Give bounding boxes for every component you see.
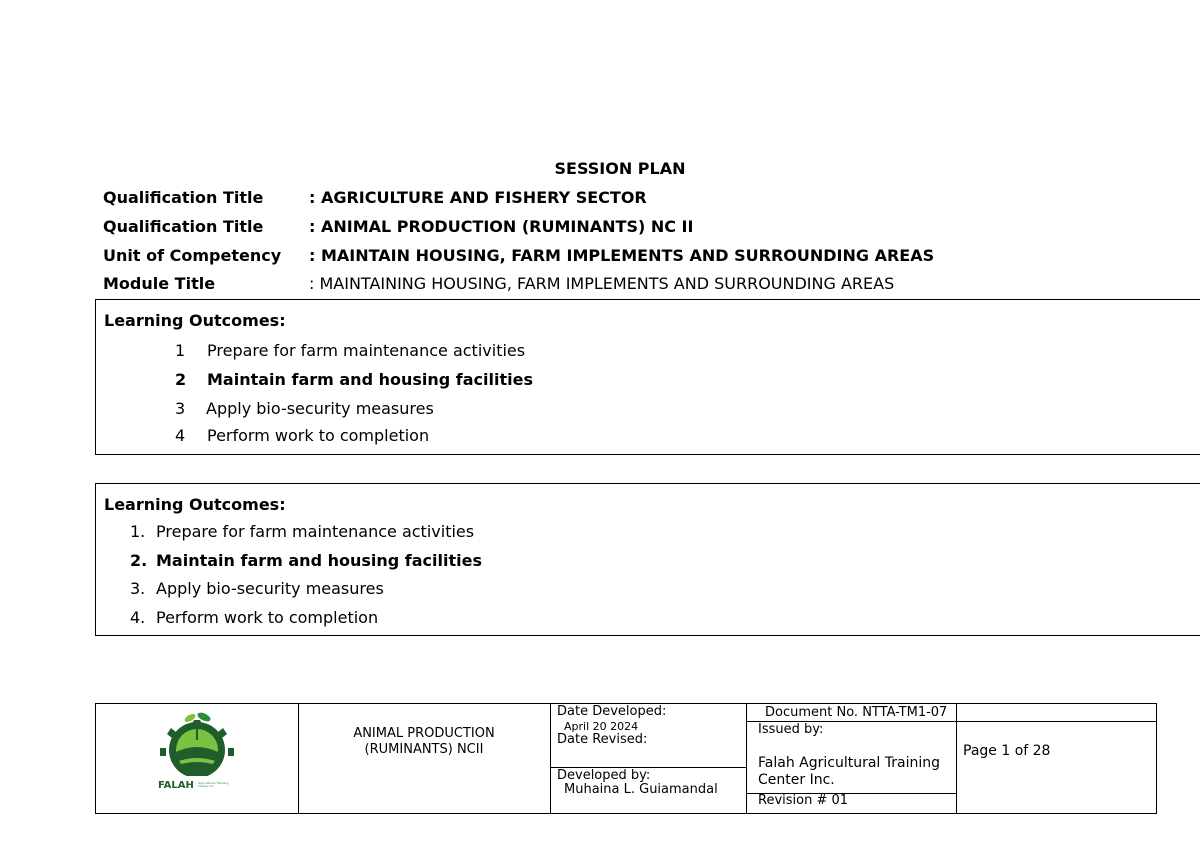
list-number: 3. xyxy=(130,579,146,598)
date-developed-value: April 20 2024 xyxy=(564,720,639,733)
list-text: Prepare for farm maintenance activities xyxy=(156,522,475,541)
list-text: Maintain farm and housing facilities xyxy=(207,370,533,389)
document-footer-table xyxy=(95,703,1157,814)
document-title: SESSION PLAN xyxy=(554,159,686,178)
divider xyxy=(298,704,299,813)
course-name xyxy=(298,726,550,758)
logo-subtext: Agricultural Training Center Inc. xyxy=(198,781,229,788)
page-number: Page 1 of 28 xyxy=(963,743,1051,759)
logo-text: FALAH xyxy=(158,780,194,791)
header-value: : MAINTAINING HOUSING, FARM IMPLEMENTS AND SURROUNDING AREAS xyxy=(309,274,895,293)
list-number: 3 xyxy=(175,399,186,418)
date-revised-label: Date Revised: xyxy=(557,732,648,747)
list-number: 2. xyxy=(130,551,148,570)
list-text: Apply bio-security measures xyxy=(206,399,434,418)
header-label: Qualification Title xyxy=(103,217,264,236)
list-text: Apply bio-security measures xyxy=(156,579,384,598)
learning-outcomes-box-1 xyxy=(95,299,1200,455)
header-value: : MAINTAIN HOUSING, FARM IMPLEMENTS AND SURROUNDING AREAS xyxy=(309,246,935,265)
header-value: : AGRICULTURE AND FISHERY SECTOR xyxy=(309,188,647,207)
divider xyxy=(550,704,551,813)
course-line-1: ANIMAL PRODUCTION xyxy=(353,726,495,741)
list-number: 4. xyxy=(130,608,146,627)
revision-number: Revision # 01 xyxy=(758,793,849,808)
date-developed-label: Date Developed: xyxy=(557,704,667,719)
header-label: Module Title xyxy=(103,274,216,293)
learning-outcomes-box-2 xyxy=(95,483,1200,636)
gear-leaf-logo-icon xyxy=(156,710,246,776)
developed-by-label: Developed by: xyxy=(557,768,651,783)
logo-wordmark xyxy=(158,777,234,792)
issued-by-label: Issued by: xyxy=(758,722,824,737)
developed-by-value: Muhaina L. Guiamandal xyxy=(564,782,718,797)
list-number: 1 xyxy=(175,341,186,360)
list-text: Perform work to completion xyxy=(207,426,430,445)
header-label: Qualification Title xyxy=(103,188,264,207)
issued-by-line-2: Center Inc. xyxy=(758,772,835,788)
falah-logo xyxy=(156,710,246,791)
list-text: Maintain farm and housing facilities xyxy=(156,551,482,570)
header-value: : ANIMAL PRODUCTION (RUMINANTS) NC II xyxy=(309,217,694,236)
issued-by-line-1: Falah Agricultural Training xyxy=(758,755,940,771)
learning-outcomes-title: Learning Outcomes: xyxy=(104,495,286,514)
list-text: Prepare for farm maintenance activities xyxy=(207,341,526,360)
issued-by-value xyxy=(758,755,940,789)
learning-outcomes-title: Learning Outcomes: xyxy=(104,311,286,330)
list-number: 1. xyxy=(130,522,146,541)
header-label: Unit of Competency xyxy=(103,246,282,265)
list-text: Perform work to completion xyxy=(156,608,379,627)
course-line-2: (RUMINANTS) NCII xyxy=(364,742,484,757)
list-number: 2 xyxy=(175,370,187,389)
list-number: 4 xyxy=(175,426,186,445)
document-number: Document No. NTTA-TM1-07 xyxy=(765,705,948,720)
